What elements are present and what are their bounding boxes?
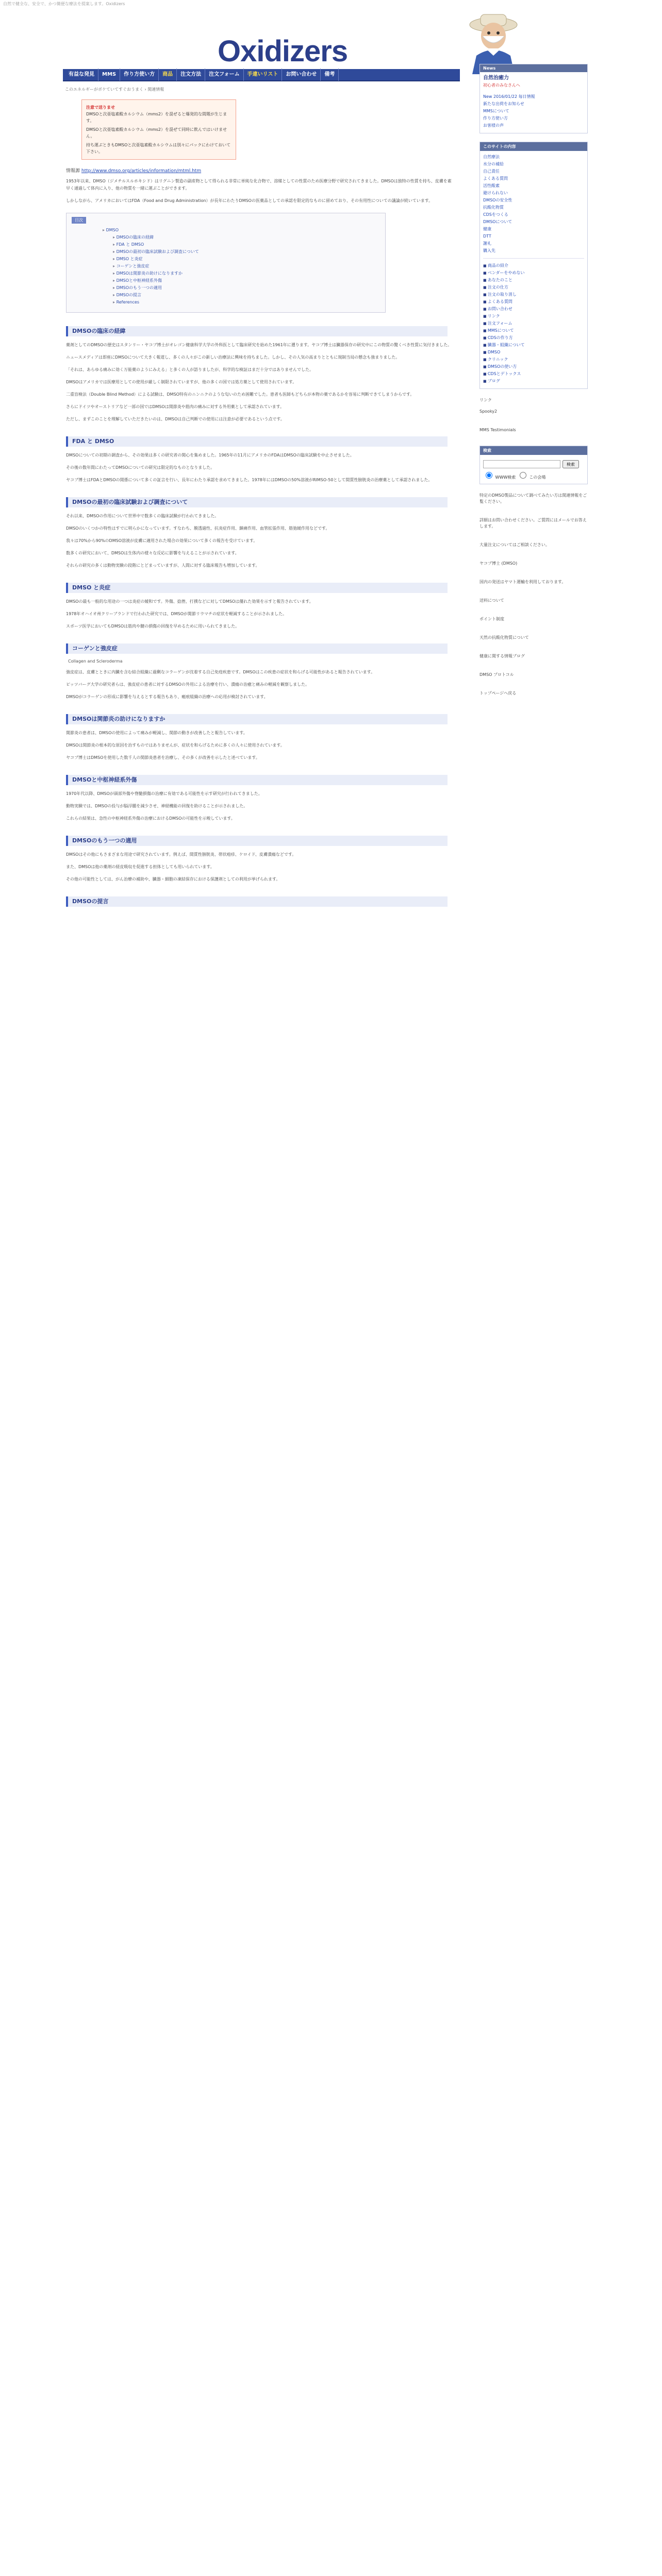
nav-item-notes[interactable]: 備考 [321,69,339,81]
section-paragraph: これらの結果は、急性の中枢神経系外傷の治療におけるDMSOの可能性を示唆しています。 [66,816,235,821]
category-item[interactable]: 健康 [483,227,491,231]
news-item[interactable]: お客様の声 [483,123,504,128]
section-heading: DMSOの臨床の経緯 [66,326,448,336]
toc-label: 目次 [72,217,86,224]
back-to-top-link[interactable]: トップページへ戻る [479,691,517,696]
site-header [63,7,599,69]
side-text: ポイント制度 [479,617,504,621]
page-link[interactable]: ■ よくある質問 [483,299,584,305]
categories-list [483,154,584,254]
testimonials-link[interactable]: MMS Testimonials [479,428,516,432]
spooky2-link[interactable]: Spooky2 [479,409,498,414]
side-text: 特定のDMSO製品について調べてみたい方は関連情報をご覧ください。 [479,493,587,504]
news-list [483,94,584,129]
section-heading: FDA と DMSO [66,436,448,447]
page-link[interactable]: ■ 臓器・組織について [483,342,584,348]
page-link[interactable]: ■ 注文の取り消し [483,292,584,298]
side-text: 健康に関する情報ブログ [479,654,525,658]
section-paragraph: DMSOはアメリカでは医療用としての使用が厳しく制限されていますが、他の多くの国では処方薬として使用されています。 [66,380,297,384]
side-text: 大量注文についてはご相談ください。 [479,543,550,547]
section-paragraph: 数多くの研究において、DMSOは生体内の様々な反応に影響を与えることが示されています。 [66,551,239,555]
news-box-title: News [480,64,587,72]
page-link[interactable]: ■ ブログ [483,378,584,384]
news-item[interactable]: 作り方使い方 [483,116,508,121]
section-paragraph: 1978年オハイオ州クリーブランドで行われた研究では、DMSOが関節リウマチの症状を軽減することが示されました。 [66,612,287,616]
page-link[interactable]: ■ 商品の紹介 [483,263,584,269]
category-item[interactable]: 購入先 [483,248,495,253]
nav-item-order-method[interactable]: 注文方法 [177,69,205,81]
section-paragraph: 関節炎の患者は、DMSOの使用によって痛みが軽減し、関節の動きが改善したと報告しています。 [66,731,247,735]
section-paragraph: 薬剤としてのDMSOの歴史はスタンリー・ヤコブ博士がオレゴン健康科学大学の外科医として臨床研究を始めた1961年に遡ります。ヤコブ博士は臓器保存の研究中にこの物質の驚くべき性質に気付きました。 [66,343,452,347]
section-paragraph: 1970年代以降、DMSOが頭部外傷や脊髄損傷の治療に有効である可能性を示す研究が行われてきました。 [66,791,262,796]
section-paragraph: 「それは、あらゆる痛みに効く万能薬のようにみえる」と多くの人が語りましたが、科学的な検証はまだ十分ではありませんでした。 [66,367,313,372]
section-heading: DMSOの提言 [66,896,448,907]
side-text: 詳細はお問い合わせください。ご質問にはメールでお答えします。 [479,518,587,529]
nav-item-products[interactable]: 商品 [159,69,177,81]
sidebar [479,64,588,889]
notice-line: 持ち運ぶときもDMSOと次亜塩素酸カルシウムは別々にパックにわけておいて下さい。 [86,143,231,154]
notice-title: 注意で送りませ [86,105,115,110]
section-paragraph: DMSOはその他にもさまざまな用途で研究されています。例えば、間質性膀胱炎、帯状疱疹、ケロイド、皮膚潰瘍などです。 [66,852,296,857]
pages-list [483,263,584,384]
nav-item-contact[interactable]: お問い合わせ [282,69,321,81]
section-paragraph: それらの研究の多くは動物実験の段階にとどまっていますが、人間に対する臨床報告も増加しています。 [66,563,260,568]
info-source [66,167,455,174]
notice-line: DMSOと次亜塩素酸カルシウム（mms2）を混ぜると爆発的な間題が生じます。 [86,112,227,123]
category-item[interactable]: 自然療法 [483,155,500,159]
search-box-title: 検索 [480,446,587,455]
page-link[interactable]: ■ 注文の仕方 [483,284,584,291]
section-subtitle: Collagen and Scleroderma [68,659,123,664]
side-text: 天然の抗酸化物質について [479,635,529,640]
page-link[interactable]: ■ CDSの作り方 [483,335,584,341]
category-item[interactable]: 謝礼 [483,241,491,246]
toc-item[interactable]: ▸ DMSOの臨床の経緯 [113,234,380,241]
section-heading: DMSO と炎症 [66,583,448,593]
search-button[interactable]: 検索 [562,460,579,468]
section-paragraph: DMSOのいくつかの特性はすでに明らかになっています。すなわち、膜透過性、抗炎症作用、鎮痛作用、血管拡張作用、筋弛緩作用などです。 [66,526,330,531]
section-paragraph: また、DMSOは他の薬剤の経皮吸収を促進する担体としても用いられています。 [66,865,214,869]
section-heading: DMSOと中枢神経系外傷 [66,775,448,785]
radio-web-label: WWW検索 [495,475,516,480]
slogan: 自然治癒力 [483,75,509,81]
toc-item[interactable]: ▸ DMSOの提言 [113,292,380,299]
info-source-label: 情報源 [66,168,80,174]
page-link[interactable]: ■ お問い合わせ [483,306,584,312]
section-paragraph: ニュースメディアは即座にDMSOについて大きく報道し、多くの人々がこの新しい治療法に興味を持ちました。しかし、その人気の高まりとともに規制当局の懸念も強まりました。 [66,355,400,360]
nav-item-mms[interactable]: MMS [98,69,120,81]
section-heading: コーゲンと強皮症 [66,643,448,654]
toc-item[interactable]: ▸ References [113,299,380,306]
news-item[interactable]: New 2016/01/22 毎日情報 [483,94,535,99]
site-logo[interactable]: Oxidizers [218,35,348,68]
page-link[interactable]: ■ CDSとデトックス [483,371,584,377]
toc-list [103,227,380,306]
category-item[interactable]: DMSOの安全性 [483,198,512,202]
category-item[interactable]: 避けられない [483,191,508,195]
section-paragraph: ただし、まずこのことを理解していただきたいのは、DMSOは自己判断での使用には注意が必要であるという点です。 [66,417,285,421]
nav-item-errata[interactable]: 手違いリスト [244,69,283,81]
radio-web[interactable] [486,472,492,479]
radio-site-label: この会場 [529,475,546,480]
section-paragraph: その後の数年間にわたってDMSOについての研究は限定的なものとなりました。 [66,465,215,470]
warning-notice [81,99,236,160]
section-paragraph: 強皮症は、皮膚とときに内臓を含む結合組織に過剰なコラーゲンが沈着する自己免疫疾患です。DMSOはこの疾患の症状を和らげる可能性があると報告されています。 [66,670,375,674]
page-link[interactable]: ■ クリニック [483,357,584,363]
nav-item-howto[interactable]: 作り方使い方 [120,69,159,81]
news-item[interactable]: 新たな出荷をお知らせ [483,101,524,106]
side-text: 国内の発送はヤマト運輸を利用しております。 [479,580,566,584]
section-paragraph: ピッツバーグ大学の研究者らは、強皮症の患者に対するDMSOの外用による治療を行い、潰瘍の治癒と痛みの軽減を観察しました。 [66,682,309,687]
category-item[interactable]: 自己責任 [483,169,500,174]
intro-paragraph: 1953年以来、DMSO（ジメチルスルホキシド）はリグニン製造の副産物として得られる非常に単純な化合物で、溶媒としての性質のため医療分野で研究されてきました。DMSOは独特の性質を持ち、皮膚を素早く通過して体内に入り、他の物質を一緒に運ぶことができます。 [66,179,452,191]
search-input[interactable] [483,460,560,468]
section-paragraph: DMSOがコラーゲンの形成に影響を与えるとする報告もあり、瘢痕組織の治療への応用が検討されています。 [66,694,268,699]
page-link[interactable]: ■ あなたのこと [483,277,584,283]
section-paragraph: ヤコブ博士はFDAとDMSOの関係について多くの証言を行い、長年にわたり承認を求めてきました。1978年にはDMSOの50%溶液がRIMSO-50として間質性膀胱炎の治療薬として承認されました。 [66,478,433,482]
page-link[interactable]: ■ 注文フォーム [483,320,584,327]
category-item[interactable]: 活性酸素 [483,183,500,188]
section-paragraph: 二重盲検法（Double Blind Method）による試験は、DMSO特有のニンニクのような匂いのため困難でした。患者も医師もどちらが本物の薬であるかを容易に判断できてしまうからです。 [66,392,415,397]
category-item[interactable]: 水分の補給 [483,162,504,166]
side-text: ヤコブ博士 (DMSO) [479,561,518,566]
toc-item[interactable]: ▸ DMSOの最初の臨床試験および調査について [113,248,380,256]
breadcrumb[interactable]: このエネルギーがボケていてすぐおうまく › 関連情報 [65,87,164,92]
section-paragraph: それ以来、DMSOの作用について世界中で数多くの臨床試験が行われてきました。 [66,514,219,518]
section-paragraph: DMSOについての初期の調査から、その効果は多くの研究者の関心を集めました。1965年の11月にアメリカのFDAはDMSOの臨床試験を中止させました。 [66,453,354,457]
search-box [479,446,588,484]
categories-title: このサイトの内容 [480,142,587,151]
nav-item-discovery[interactable]: 有益な発見 [65,69,98,81]
main-navigation [63,69,460,81]
section-paragraph: さらにドイツやオーストリアなど一部の国ではDMSOは関節炎や筋肉の痛みに対する外用薬として承認されています。 [66,404,284,409]
section-heading: DMSOのもう一つの適用 [66,836,448,846]
section-paragraph: 動物実験では、DMSOの投与が脳浮腫を減少させ、神経機能の回復を助けることが示されました。 [66,804,248,808]
page-wrapper [63,7,599,912]
info-source-link[interactable]: http://www.dmso.org/articles/information/mtml.htm [81,168,202,174]
page-link[interactable]: ■ ベンダーをやめない [483,270,584,276]
category-item[interactable]: CDSをつくる [483,212,508,217]
section-heading: DMSOは関節炎の助けになりますか [66,714,448,724]
page-link[interactable]: ■ MMSについて [483,328,584,334]
radio-site[interactable] [520,472,526,479]
page-top-strip: 自然で健全な、安全で、かつ簡便な療法を提案します。Oxidizers [3,2,125,6]
toc-item[interactable]: ▸ DMSOと中枢神経系外傷 [113,277,380,284]
main-content [63,87,455,912]
category-item[interactable]: よくある質問 [483,176,508,181]
toc-item[interactable]: ▸ DMSOのもう一つの適用 [113,284,380,292]
category-item[interactable]: 抗酸化物質 [483,205,504,210]
nav-item-order-form[interactable]: 注文フォーム [205,69,244,81]
side-text: DMSO プロトコル [479,672,514,677]
toc-item[interactable]: ▸ DMSOは関節炎の助けになりますか [113,270,380,277]
news-item[interactable]: MMSについて [483,109,509,113]
section-paragraph: 我々は70%から90%のDMSO溶液が皮膚に適用された場合の効果について多くの報告を受けています。 [66,538,258,543]
toc-root[interactable]: ▸ DMSO ▸ DMSOの臨床の経緯 ▸ FDA と DMSO ▸ DMSOの最初の臨床試験および調査について ▸ DMSO と炎症 ▸ コーゲンと強皮症 ▸ DMSOは関節炎の助けになりますか ▸ DMSOと中枢神経系外傷 ▸ DMSOのもう一つの適用 ▸ DMSOの提言 ▸ References [103,227,380,306]
news-box [479,64,588,133]
section-paragraph: スポーツ医学においてもDMSOは筋肉や腱の損傷の回復を早めるために用いられてきました。 [66,624,240,629]
toc-item[interactable]: ▸ DMSO と炎症 [113,256,380,263]
category-item[interactable]: DTT [483,234,491,239]
categories-box [479,142,588,389]
notice-line: DMSOと次亜塩素酸カルシウム（mms2）を混ぜて同時に飲んではいけません。 [86,127,227,139]
toc-item[interactable]: ▸ コーゲンと強皮症 [113,263,380,270]
links-label: リンク [479,398,492,402]
slogan-sub[interactable]: 初心者のみなさんへ [483,83,520,88]
section-heading: DMSOの最初の臨床試験および調査について [66,497,448,507]
search-scope [483,470,584,481]
page-link[interactable]: ■ リンク [483,313,584,319]
toc-item[interactable]: ▸ FDA と DMSO [113,241,380,248]
section-paragraph: ヤコブ博士はDMSOを使用した数千人の関節炎患者を治療し、その多くが改善を示したと述べています。 [66,755,260,760]
section-paragraph: その他の可能性としては、がん治療の補助や、臓器・細胞の凍結保存における保護剤としての利用が挙げられます。 [66,877,280,882]
side-text: 送料について [479,598,504,603]
page-link[interactable]: ■ DMSO [483,349,584,355]
table-of-contents [66,213,386,313]
page-link[interactable]: ■ DMSOの使い方 [483,364,584,370]
section-paragraph: DMSOの最も一般的な用途の一つは炎症の緩和です。外傷、捻挫、打撲などに対してDMSOは優れた効果を示すと報告されています。 [66,599,313,604]
intro-paragraph: しかしながら、アメリカにおいてはFDA（Food and Drug Administration）が長年にわたりDMSOの医薬品としての承認を限定的なものに留めており、その有用性についての議論が続いています。 [66,198,433,203]
category-item[interactable]: DMSOについて [483,219,512,224]
section-paragraph: DMSOは関節炎の根本的な原因を治すものではありませんが、症状を和らげるために多くの人々に使用されています。 [66,743,285,748]
